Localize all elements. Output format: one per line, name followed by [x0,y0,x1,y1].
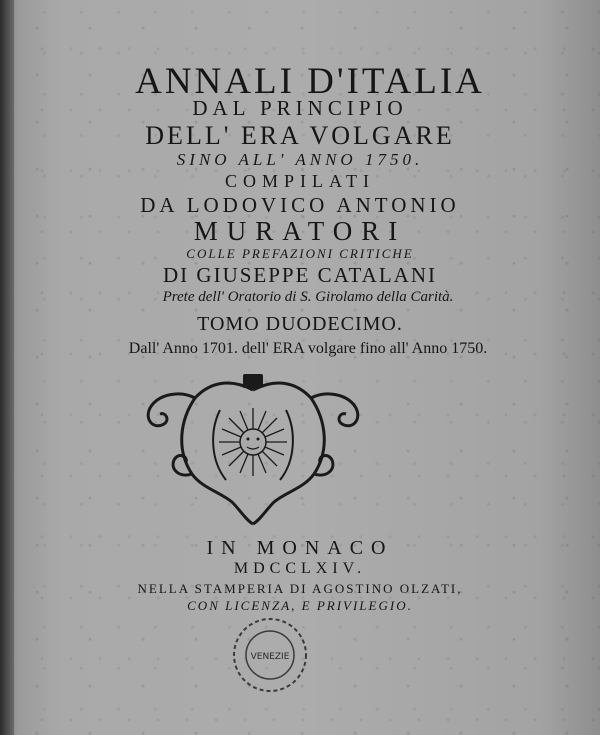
main-title: ANNALI D'ITALIA [135,61,485,102]
imprint-printer: NELLA STAMPERIA DI AGOSTINO OLZATI, [137,581,463,596]
prefaces-label: COLLE PREFAZIONI CRITICHE [186,246,414,261]
imprint-license: CON LICENZA, E PRIVILEGIO. [187,598,413,613]
author-name: MURATORI [193,216,407,246]
compiled-label: COMPILATI [224,171,375,191]
author-prefix: DA LODOVICO ANTONIO [140,193,460,217]
imprint-year: MDCCLXIV. [233,560,367,577]
subtitle-line-2: DELL' ERA VOLGARE [145,121,455,150]
editor-description: Prete dell' Oratorio di S. Girolamo della Carità. [162,289,454,305]
stamp-text: VENEZIE [250,652,290,662]
editor-name: DI GIUSEPPE CATALANI [163,263,437,287]
sun-cartouche-ornament [140,370,366,528]
year-range: Dall' Anno 1701. dell' ERA volgare fino all' Anno 1750. [128,340,488,357]
subtitle-line-1: DAL PRINCIPIO [192,96,408,120]
volume-label: TOMO DUODECIMO. [197,313,403,335]
subtitle-line-3: SINO ALL' ANNO 1750. [176,150,424,169]
library-stamp [220,610,320,700]
imprint-place: IN MONACO [206,537,394,559]
